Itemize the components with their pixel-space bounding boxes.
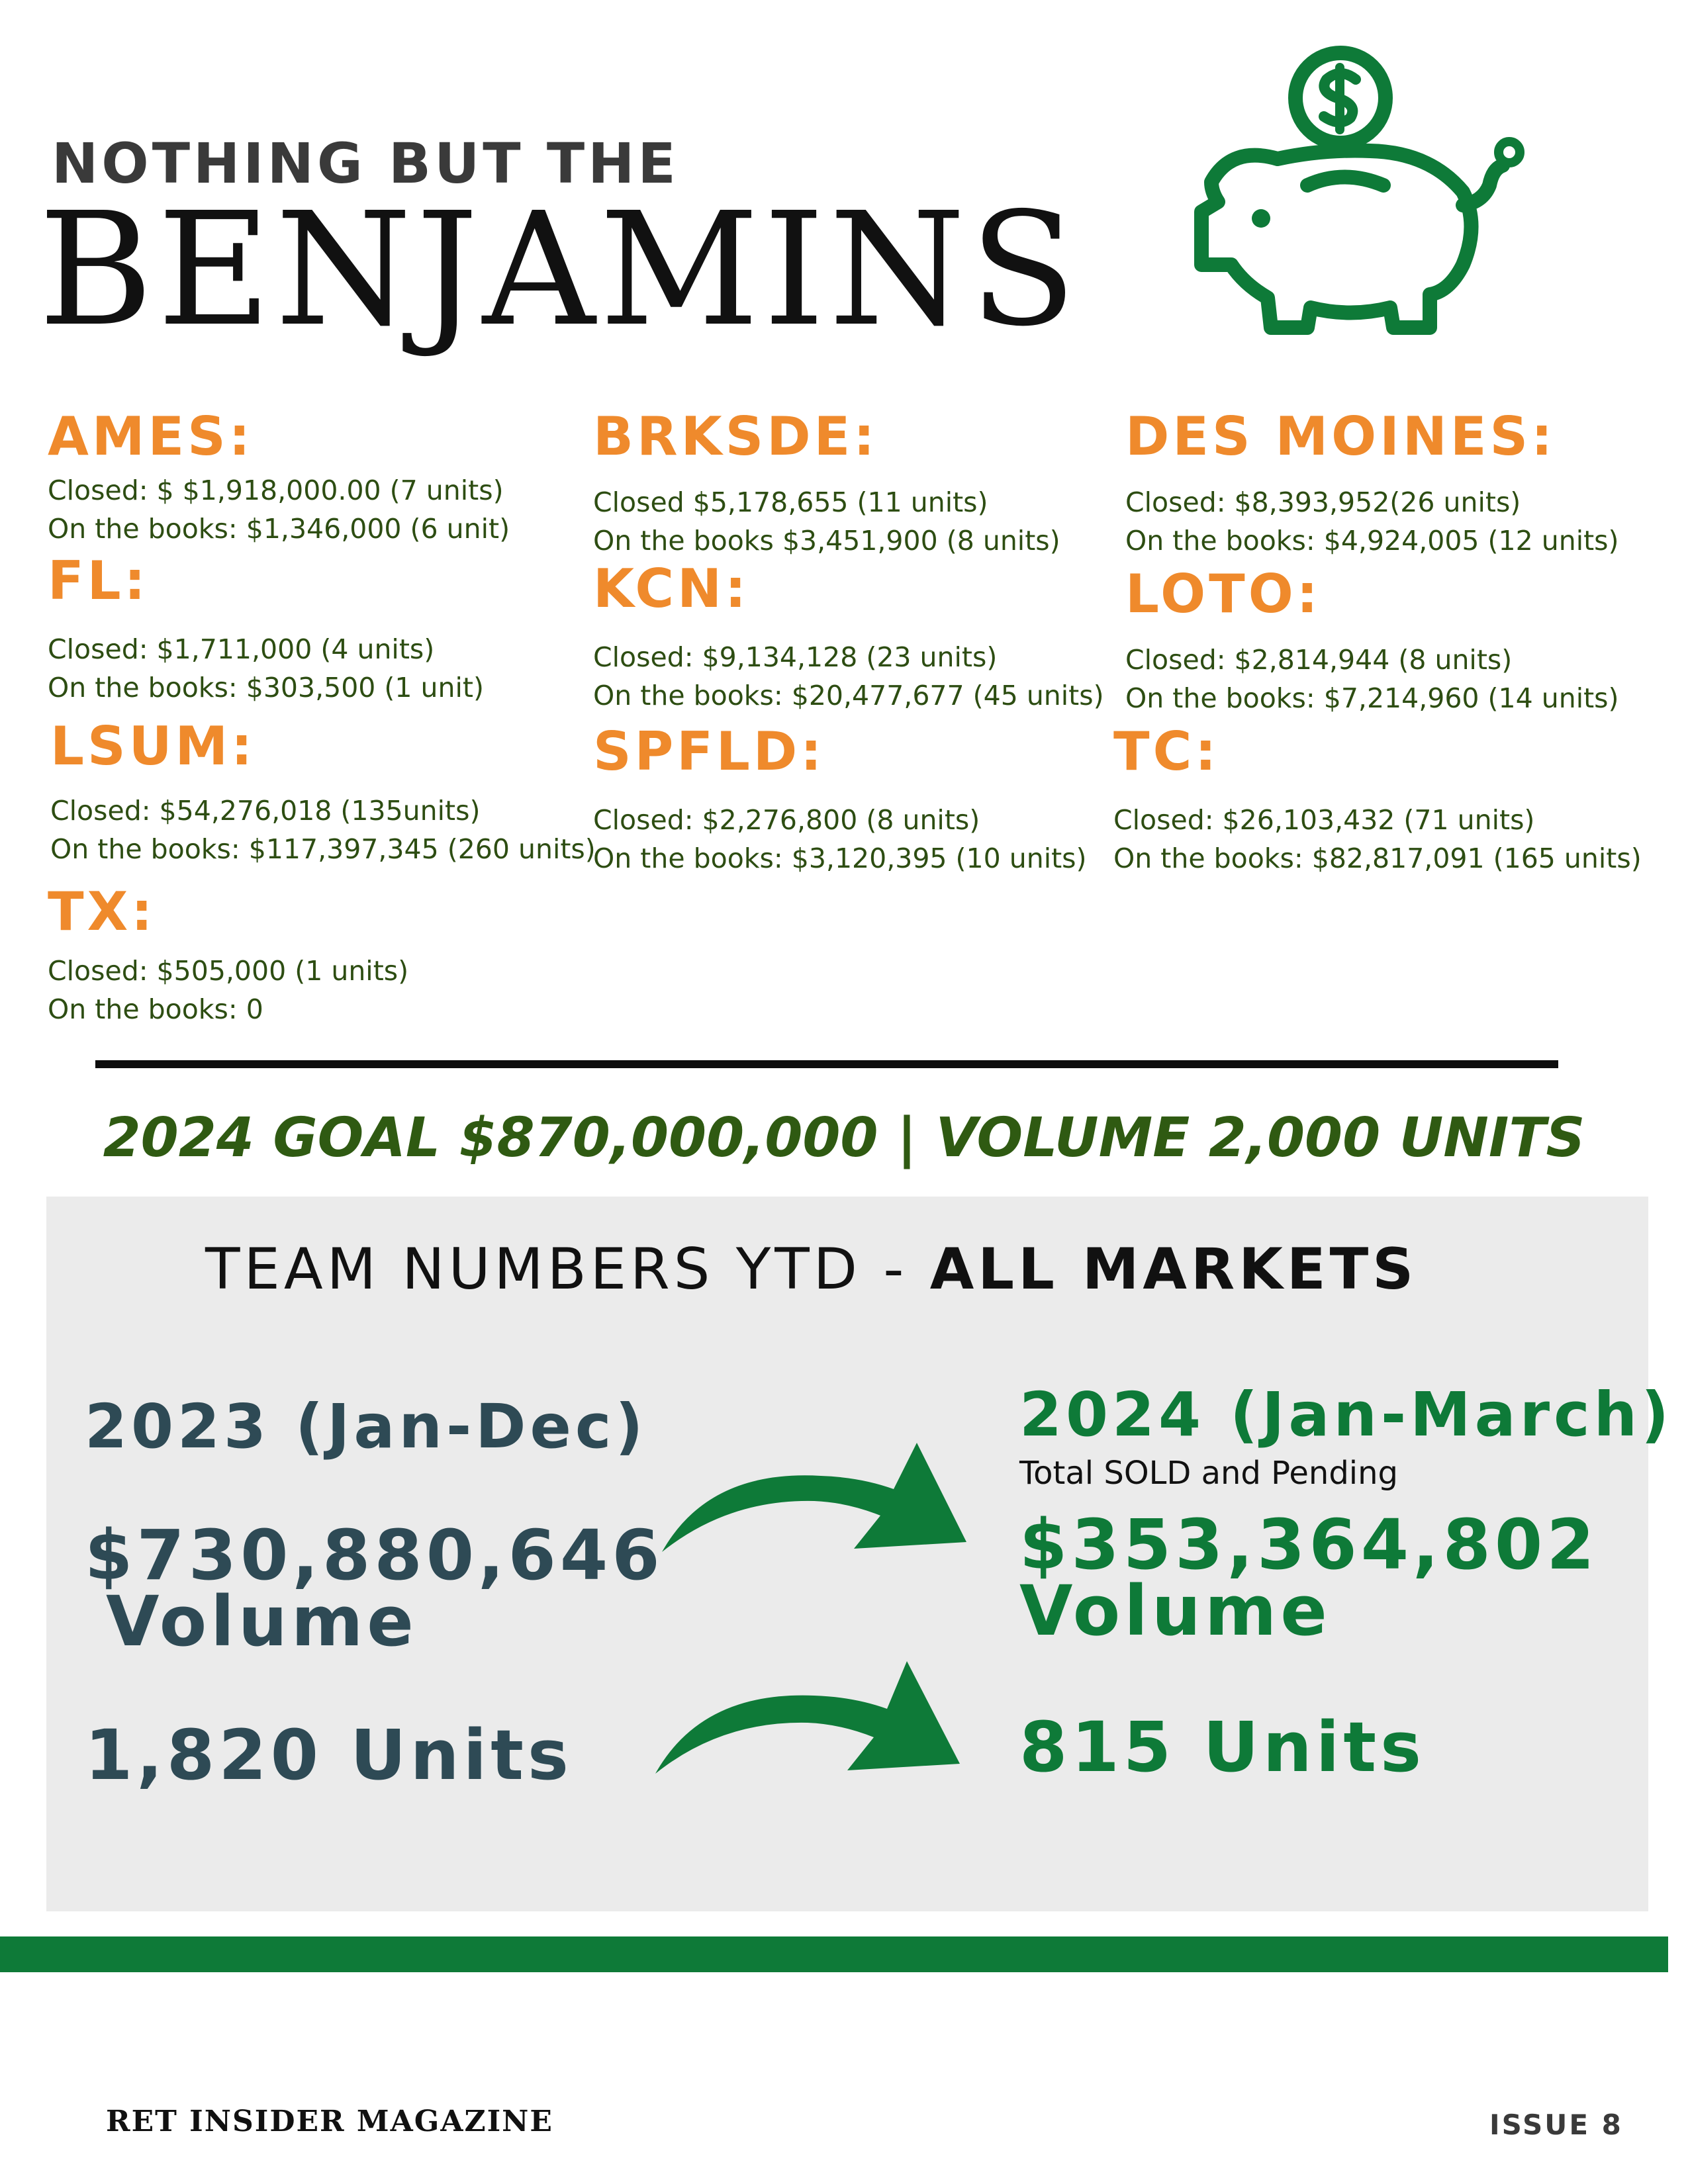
market-on-books: On the books: 0 (48, 993, 263, 1025)
market-closed: Closed: $54,276,018 (135units) (50, 795, 481, 827)
market-closed: Closed: $ $1,918,000.00 (7 units) (48, 475, 504, 506)
market-on-books: On the books: $7,214,960 (14 units) (1125, 682, 1619, 714)
market-tx (48, 881, 604, 1028)
market-name: BRKSDE: (593, 406, 878, 467)
divider-rule (95, 1060, 1558, 1068)
market-closed: Closed: $9,134,128 (23 units) (593, 641, 998, 673)
year-2024-label: 2024 (Jan-March) (1019, 1379, 1673, 1450)
market-brksde (593, 406, 1149, 560)
market-name: KCN: (593, 558, 750, 619)
market-on-books: On the books: $3,120,395 (10 units) (593, 842, 1087, 874)
market-name: DES MOINES: (1125, 406, 1556, 467)
market-on-books: On the books $3,451,900 (8 units) (593, 525, 1060, 557)
year-2023-units: 1,820 Units (85, 1715, 573, 1796)
piggy-bank-icon (1152, 26, 1529, 371)
curved-arrow-icon (655, 1430, 986, 1562)
market-on-books: On the books: $117,397,345 (260 units) (50, 833, 596, 865)
panel-title-bold: ALL MARKETS (929, 1236, 1418, 1302)
market-closed: Closed: $1,711,000 (4 units) (48, 633, 435, 665)
footer-rule (0, 1936, 1668, 1972)
year-2023-volume-word: Volume (106, 1581, 418, 1662)
market-on-books: On the books: $4,924,005 (12 units) (1125, 525, 1619, 557)
year-2023-volume: $730,880,646 (85, 1515, 664, 1596)
market-fl (48, 550, 604, 707)
panel-title-regular: TEAM NUMBERS YTD - (205, 1236, 930, 1302)
year-2024-units: 815 Units (1019, 1707, 1426, 1788)
market-ames (48, 406, 604, 548)
page-title: BENJAMINS (38, 179, 1081, 361)
market-closed: Closed: $505,000 (1 units) (48, 955, 409, 987)
market-name: FL: (48, 550, 149, 612)
market-closed: Closed $5,178,655 (11 units) (593, 486, 988, 518)
market-on-books: On the books: $1,346,000 (6 unit) (48, 513, 510, 545)
curved-arrow-icon (649, 1648, 980, 1787)
market-spfld (593, 721, 1149, 878)
publication-name: RET INSIDER MAGAZINE (106, 2105, 553, 2138)
market-closed: Closed: $26,103,432 (71 units) (1113, 804, 1535, 836)
market-closed: Closed: $8,393,952(26 units) (1125, 486, 1521, 518)
issue-number: ISSUE 8 (1489, 2109, 1623, 2141)
market-name: TX: (48, 881, 156, 942)
market-lsum (50, 715, 606, 868)
market-loto (1125, 563, 1681, 717)
market-closed: Closed: $2,814,944 (8 units) (1125, 644, 1513, 676)
dollar-coin-icon (1295, 53, 1385, 143)
market-name: AMES: (48, 406, 254, 467)
year-2023-label: 2023 (Jan-Dec) (85, 1391, 647, 1462)
market-on-books: On the books: $20,477,677 (45 units) (593, 680, 1104, 711)
market-name: LOTO: (1125, 563, 1321, 625)
year-2024-volume: $353,364,802 (1019, 1504, 1599, 1585)
goal-banner: 2024 GOAL $870,000,000 | VOLUME 2,000 UNITS (103, 1107, 1585, 1169)
market-name: TC: (1113, 721, 1220, 782)
market-name: SPFLD: (593, 721, 825, 782)
year-2024-subtitle: Total SOLD and Pending (1019, 1455, 1399, 1492)
market-tc (1113, 721, 1669, 878)
market-name: LSUM: (50, 715, 256, 777)
market-kcn (593, 558, 1149, 715)
market-on-books: On the books: $82,817,091 (165 units) (1113, 842, 1642, 874)
kicker-text: NOTHING BUT THE (52, 131, 679, 196)
year-2024-volume-word: Volume (1019, 1570, 1331, 1651)
market-closed: Closed: $2,276,800 (8 units) (593, 804, 980, 836)
panel-title (205, 1236, 1417, 1302)
market-des-moines (1125, 406, 1681, 560)
market-on-books: On the books: $303,500 (1 unit) (48, 672, 484, 704)
